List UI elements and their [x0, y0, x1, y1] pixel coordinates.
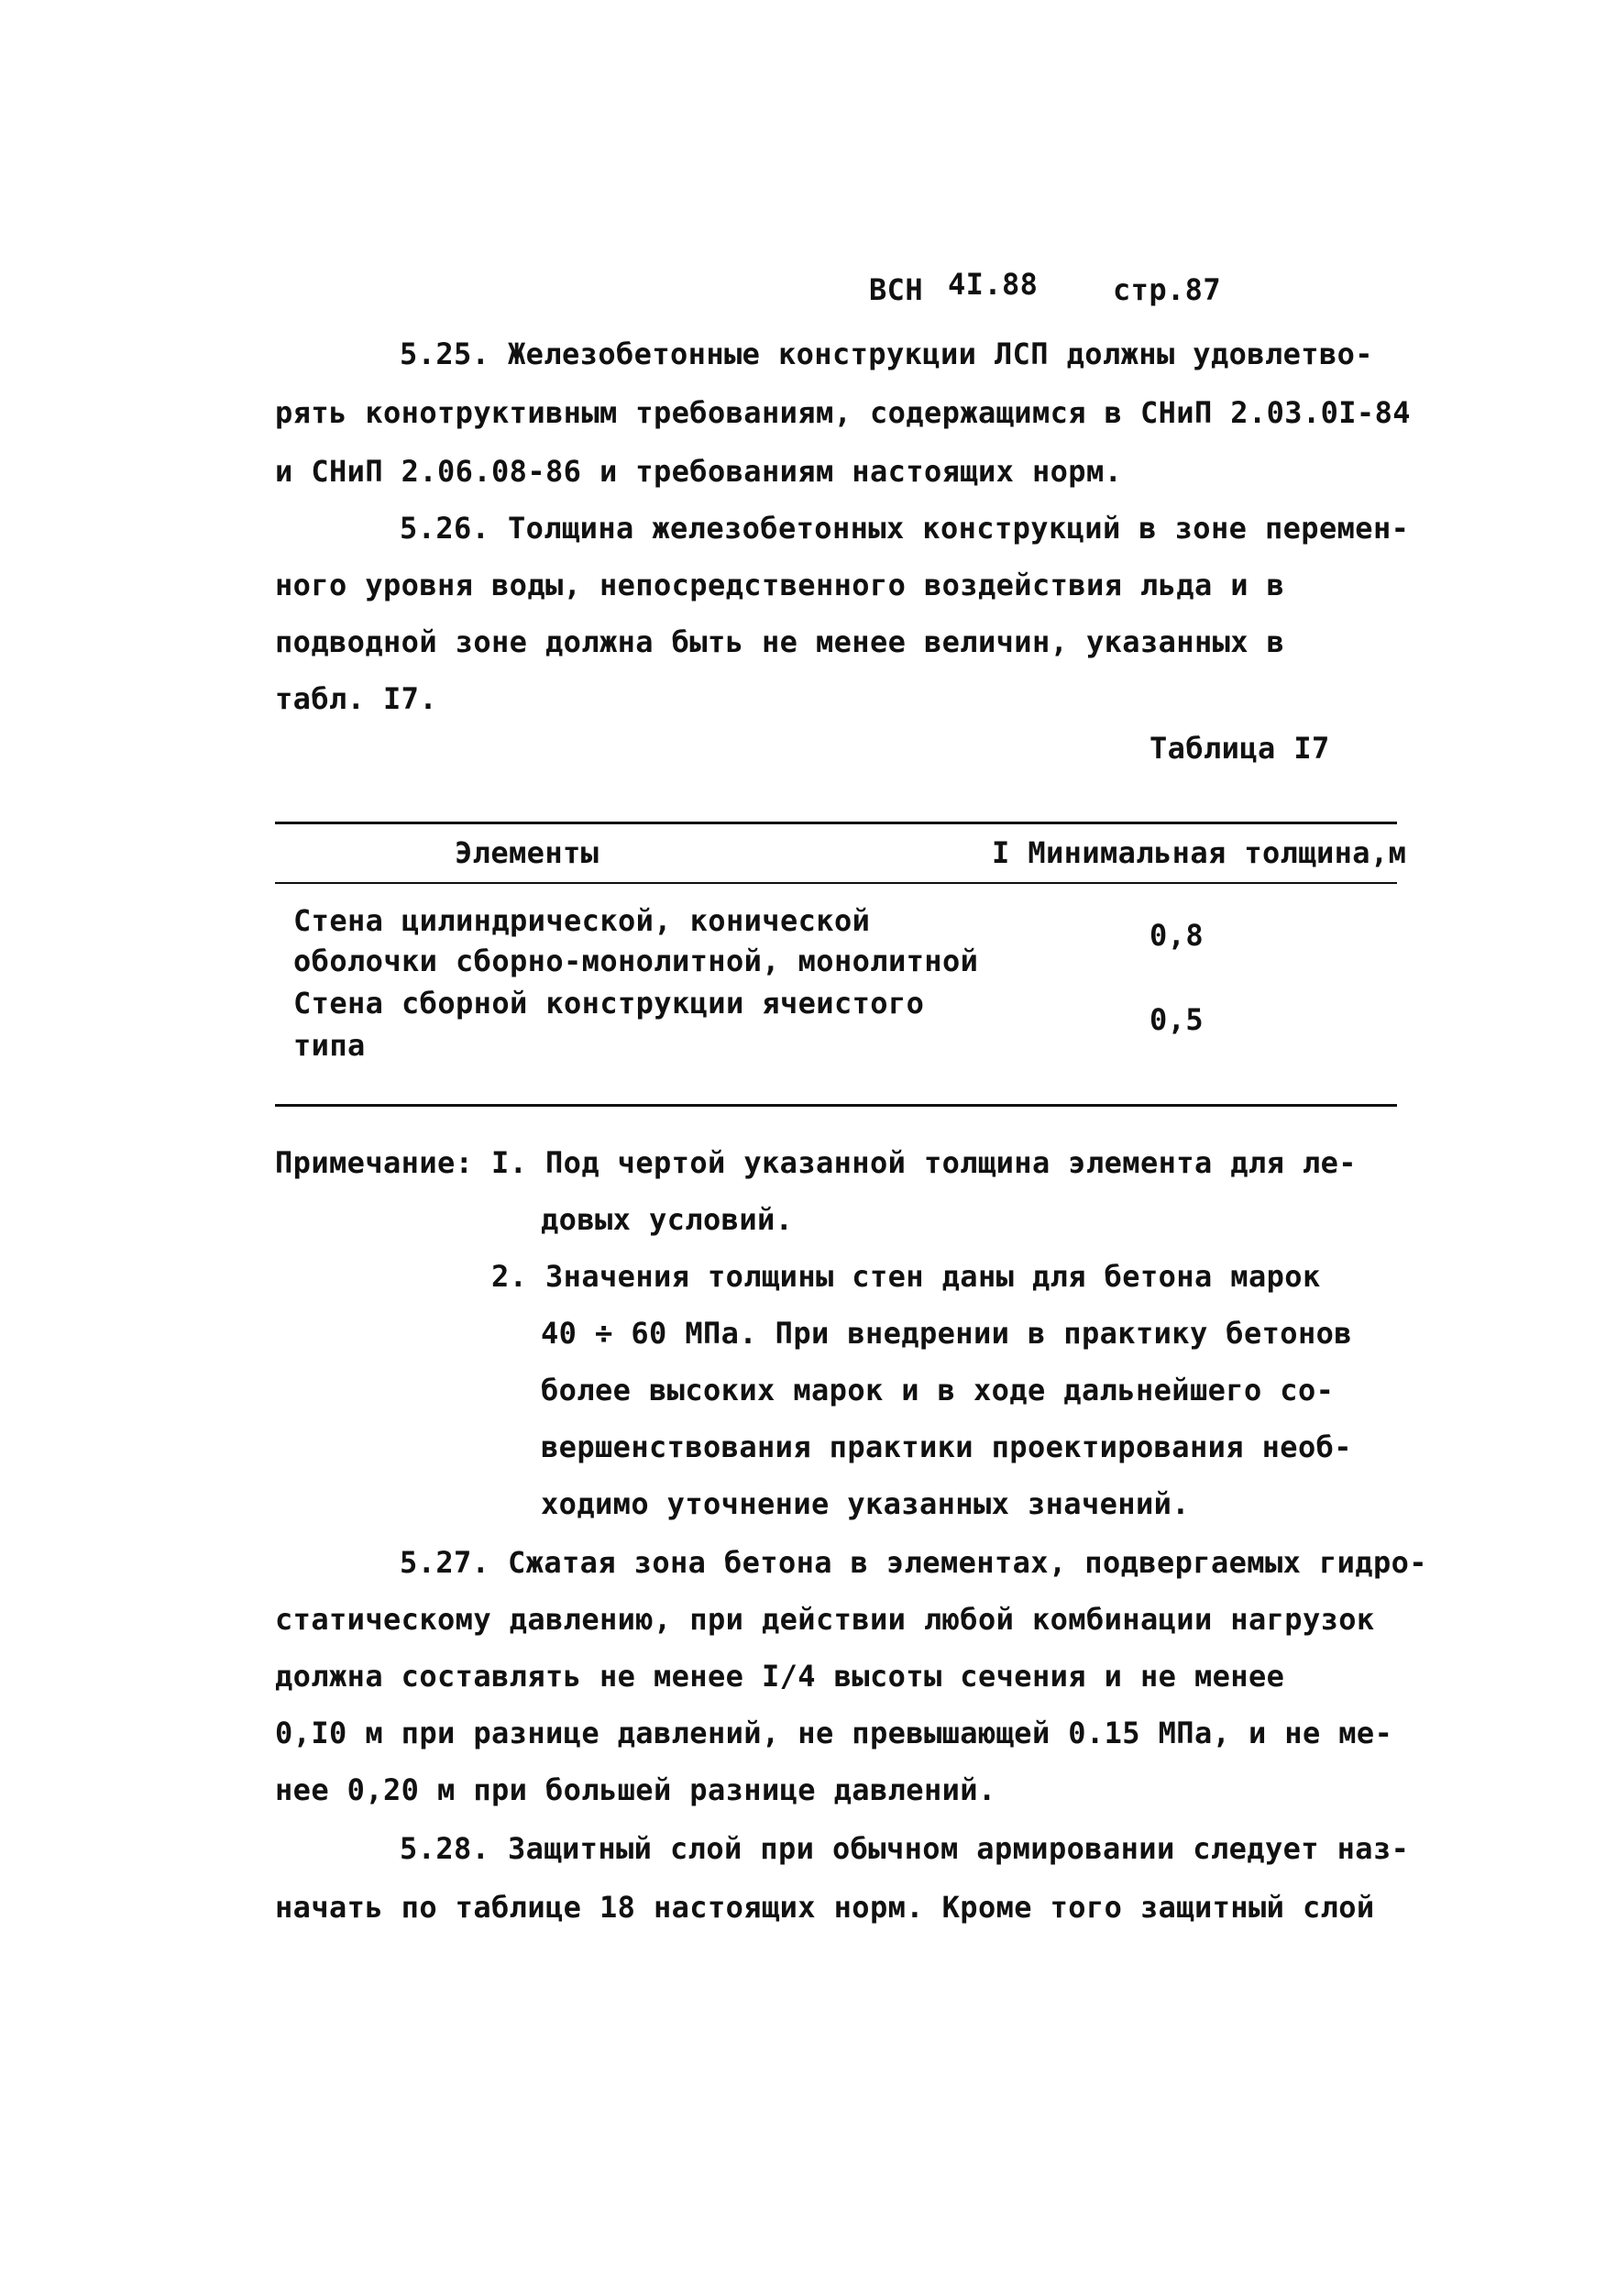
table-row-1-element-line-2: оболочки сборно-монолитной, монолитной — [293, 944, 979, 978]
table-row-1-value: 0,8 — [1150, 918, 1204, 953]
note-item-1-line-2: довых условий. — [541, 1202, 794, 1237]
p528-line-1: 5.28. Защитный слой при обычном армировании следует наз- — [400, 1831, 1410, 1866]
table-row-1-element-line-1: Стена цилиндрической, конической — [293, 903, 871, 938]
table-top-rule — [275, 822, 1397, 824]
p525-line-3: и СНиП 2.06.08-86 и требованиям настоящих норм. — [275, 454, 1123, 489]
table-row-2-element-line-2: типа — [293, 1028, 366, 1063]
table-header-rule — [275, 882, 1397, 884]
p526-line-4: табл. I7. — [275, 681, 437, 716]
table-header-min-thickness: І Минимальная толщина,м — [992, 835, 1407, 870]
p525-line-1: 5.25. Железобетонные конструкции ЛСП должны удовлетво- — [400, 337, 1373, 371]
table-row-2-value: 0,5 — [1150, 1002, 1204, 1037]
p527-line-1: 5.27. Сжатая зона бетона в элементах, подвергаемых гидро- — [400, 1545, 1427, 1580]
header-number: 4I.88 — [948, 267, 1039, 302]
note-label: Примечание: — [275, 1145, 474, 1180]
note-item-2-line-3: более высоких марок и в ходе дальнейшего со- — [541, 1373, 1335, 1407]
p526-line-3: подводной зоне должна быть не менее величин, указанных в — [275, 624, 1285, 659]
table-row-2-element-line-1: Стена сборной конструкции ячеистого — [293, 986, 925, 1021]
table-bottom-rule — [275, 1104, 1397, 1107]
p527-line-2: статическому давлению, при действии любой комбинации нагрузок — [275, 1602, 1375, 1637]
header-page: стр.87 — [1113, 272, 1221, 307]
p527-line-4: 0,I0 м при разнице давлений, не превышающей 0.15 МПа, и не ме- — [275, 1716, 1393, 1750]
note-item-2-line-5: ходимо уточнение указанных значений. — [541, 1486, 1190, 1521]
p526-line-1: 5.26. Толщина железобетонных конструкций в зоне перемен- — [400, 511, 1410, 546]
table-caption: Таблица I7 — [1150, 731, 1330, 766]
note-item-2-line-1: 2. Значения толщины стен даны для бетона марок — [491, 1259, 1321, 1294]
p526-line-2: ного уровня воды, непосредственного воздействия льда и в — [275, 568, 1285, 602]
note-item-2-line-4: вершенствования практики проектирования необ- — [541, 1429, 1352, 1464]
p527-line-5: нее 0,20 м при большей разнице давлений. — [275, 1772, 996, 1807]
p525-line-2: рять конотруктивным требованиям, содержащимся в СНиП 2.03.0I-84 — [275, 395, 1411, 430]
note-item-1-line-1: I. Под чертой указанной толщина элемента для ле- — [491, 1145, 1357, 1180]
header-code: ВСН — [869, 272, 923, 307]
note-item-2-line-2: 40 ÷ 60 МПа. При внедрении в практику бетонов — [541, 1316, 1352, 1351]
p527-line-3: должна составлять не менее I/4 высоты сечения и не менее — [275, 1659, 1285, 1694]
p528-line-2: начать по таблице 18 настоящих норм. Кроме того защитный слой — [275, 1890, 1375, 1925]
table-header-elements: Элементы — [455, 835, 600, 870]
